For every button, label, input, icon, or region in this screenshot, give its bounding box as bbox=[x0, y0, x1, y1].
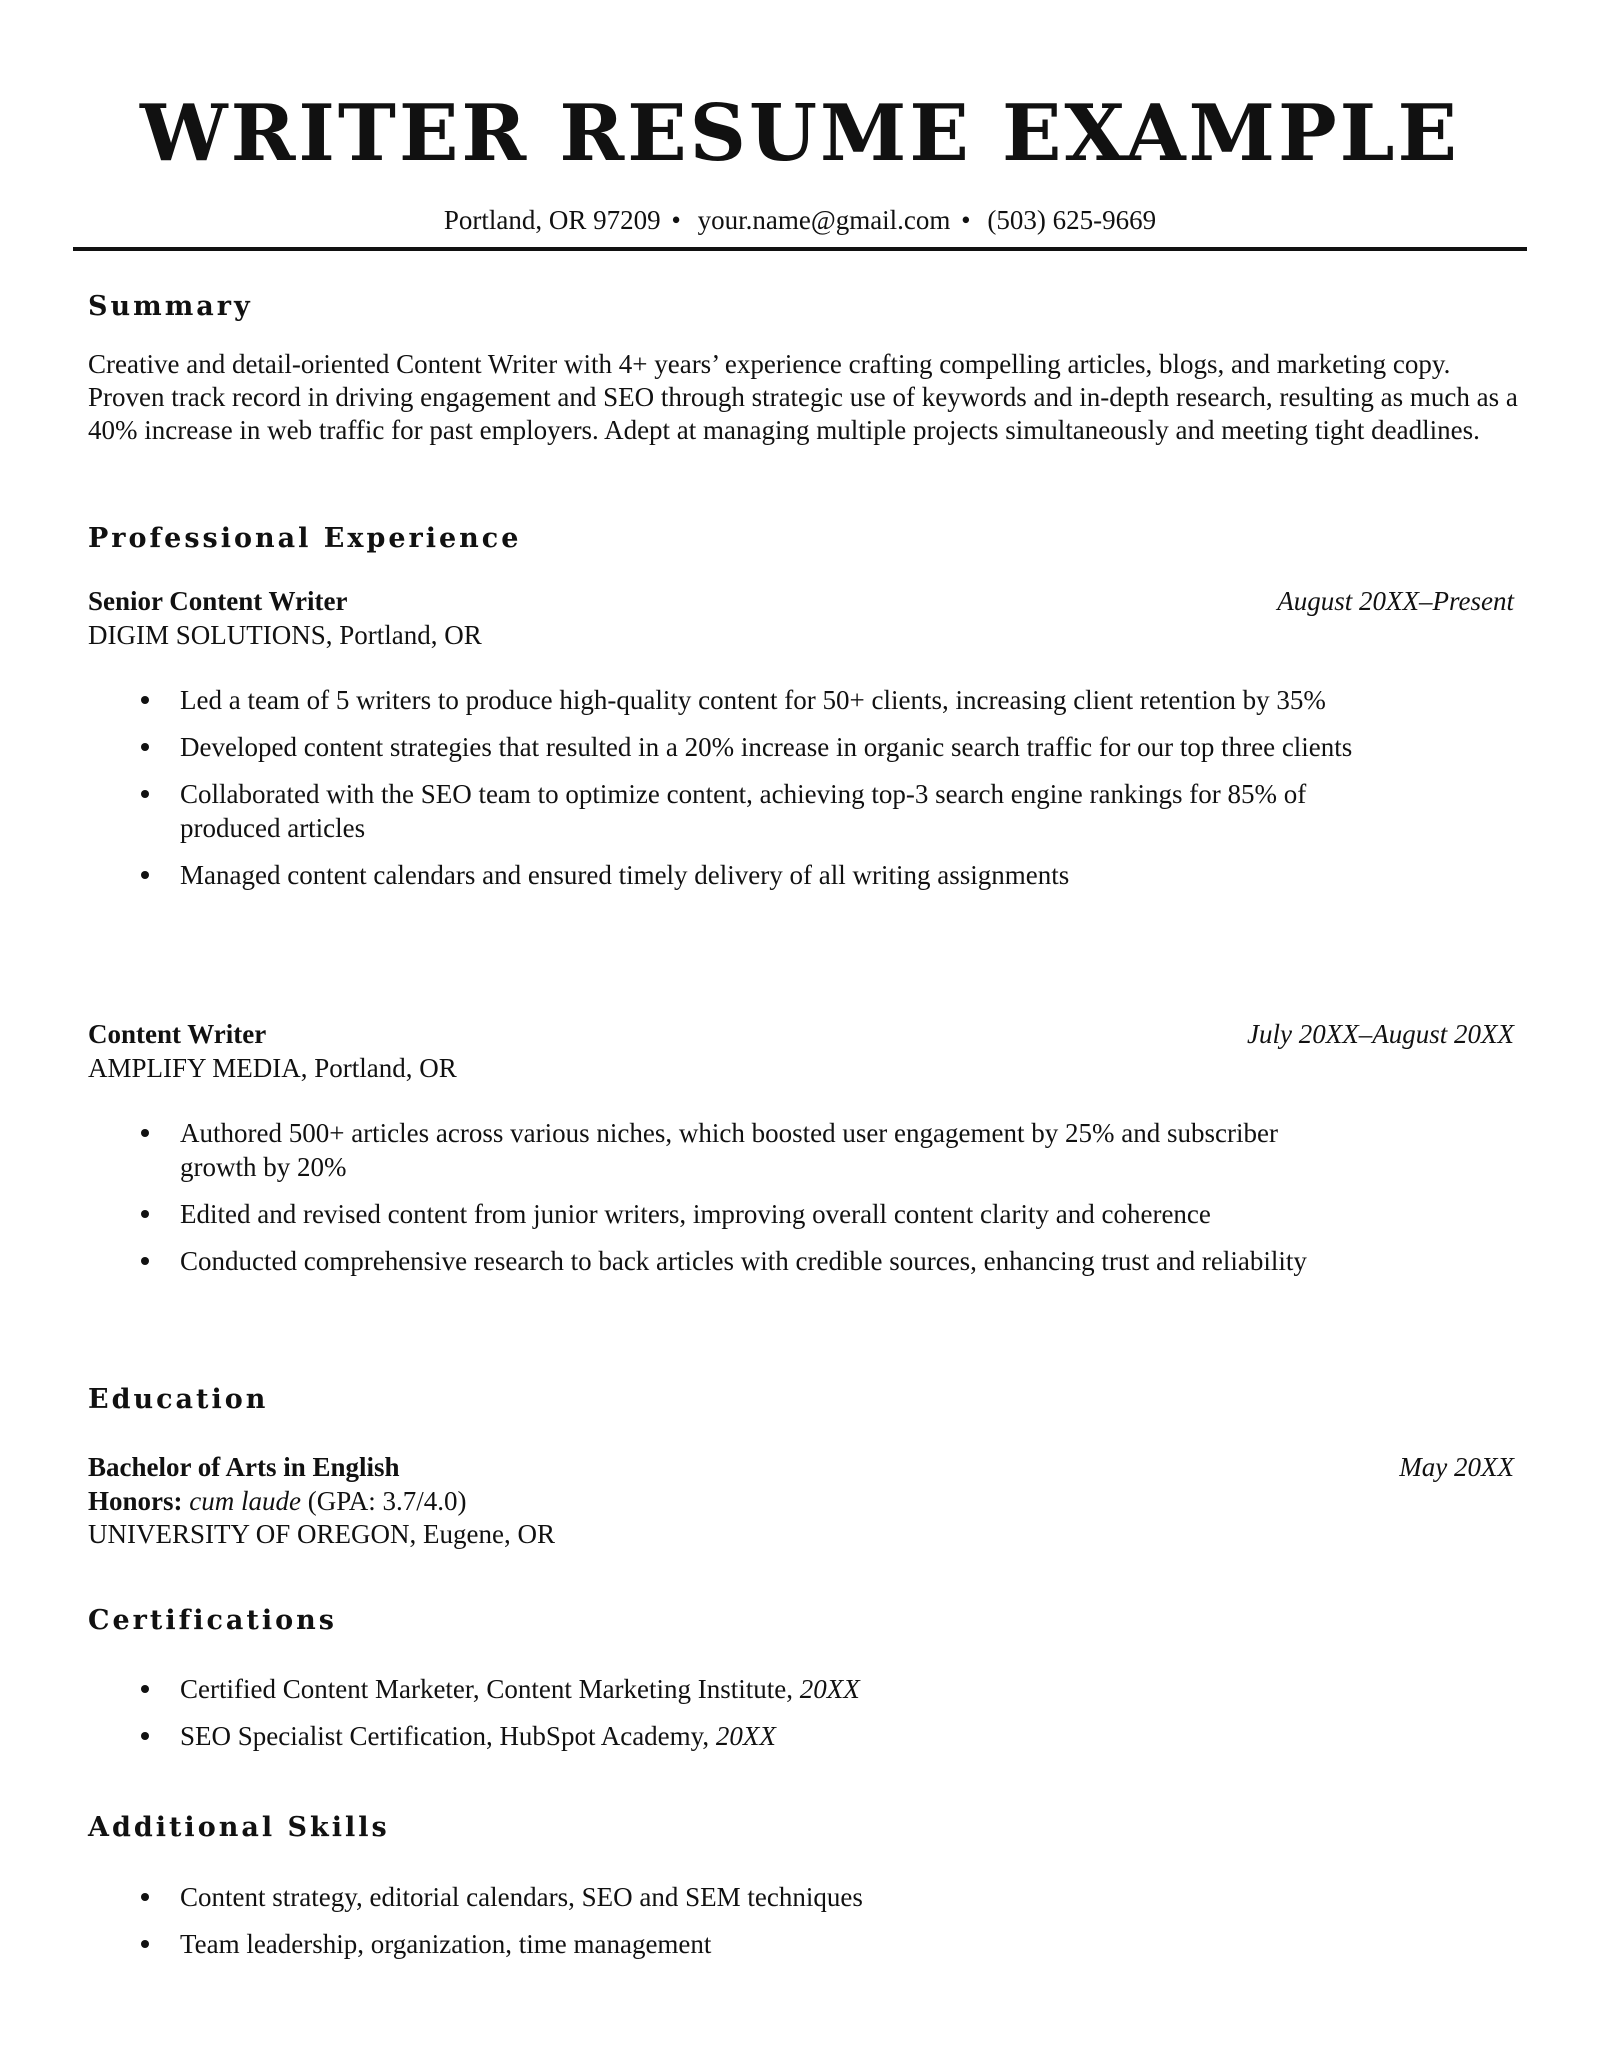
job-bullet-list bbox=[180, 1116, 1360, 1278]
skill-item: Team leadership, organization, time management bbox=[180, 1927, 1360, 1961]
job-company: DIGIM SOLUTIONS, Portland, OR bbox=[88, 620, 482, 650]
job-dates: August 20XX–Present bbox=[1277, 586, 1514, 616]
contact-separator: • bbox=[961, 205, 971, 235]
contact-address: Portland, OR 97209 bbox=[443, 205, 661, 235]
certification-item bbox=[180, 1672, 1360, 1706]
section-title-experience: Professional Experience bbox=[88, 523, 522, 554]
job-bullet: Edited and revised content from junior writers, improving overall content clarity and coherence bbox=[180, 1197, 1360, 1231]
education-school: UNIVERSITY OF OREGON, Eugene, OR bbox=[88, 1519, 555, 1549]
education-degree: Bachelor of Arts in English bbox=[88, 1452, 400, 1482]
certification-year: 20XX bbox=[715, 1721, 776, 1751]
job-bullet-list bbox=[180, 683, 1360, 892]
job-bullet: Led a team of 5 writers to produce high-quality content for 50+ clients, increasing client retention by 35% bbox=[180, 683, 1360, 717]
summary-text: Creative and detail-oriented Content Writer with 4+ years’ experience crafting compelling articles, blogs, and marketing copy. Proven track record in driving engagement and SEO through strategic use of keywords and in-depth research, resulting as much as a 40% increase in web traffic for past employers. Adept at managing multiple projects simultaneously and meeting tight deadlines. bbox=[88, 349, 1518, 445]
contact-email: your.name@gmail.com bbox=[697, 205, 951, 235]
resume-name-heading: WRITER RESUME EXAMPLE bbox=[140, 88, 1460, 179]
section-title-education: Education bbox=[88, 1384, 269, 1415]
certification-text: SEO Specialist Certification, HubSpot Academy, bbox=[180, 1721, 710, 1751]
job-title: Content Writer bbox=[88, 1019, 267, 1049]
certifications-list bbox=[180, 1672, 1360, 1753]
contact-separator: • bbox=[671, 205, 681, 235]
section-title-skills: Additional Skills bbox=[88, 1812, 390, 1843]
job-title: Senior Content Writer bbox=[88, 586, 348, 616]
contact-line bbox=[0, 207, 1600, 234]
honors-value: cum laude bbox=[189, 1486, 301, 1516]
certification-text: Certified Content Marketer, Content Marketing Institute, bbox=[180, 1674, 794, 1704]
section-title-certifications: Certifications bbox=[88, 1605, 337, 1636]
skill-item: Content strategy, editorial calendars, SEO and SEM techniques bbox=[180, 1880, 1360, 1914]
honors-label: Honors: bbox=[88, 1486, 183, 1516]
education-date: May 20XX bbox=[1399, 1452, 1514, 1482]
job-bullet: Authored 500+ articles across various niches, which boosted user engagement by 25% and subscriber growth by 20% bbox=[180, 1116, 1360, 1184]
skills-list bbox=[180, 1880, 1360, 1961]
honors-gpa: (GPA: 3.7/4.0) bbox=[307, 1486, 467, 1516]
certification-item bbox=[180, 1719, 1360, 1753]
job-bullet: Conducted comprehensive research to back articles with credible sources, enhancing trust and reliability bbox=[180, 1244, 1360, 1278]
job-bullet: Collaborated with the SEO team to optimize content, achieving top-3 search engine rankings for 85% of produced articles bbox=[180, 777, 1360, 845]
education-honors bbox=[88, 1488, 467, 1515]
certification-year: 20XX bbox=[799, 1674, 860, 1704]
header-divider bbox=[73, 247, 1527, 251]
job-bullet: Developed content strategies that resulted in a 20% increase in organic search traffic for our top three clients bbox=[180, 730, 1360, 764]
contact-phone: (503) 625-9669 bbox=[987, 205, 1157, 235]
section-title-summary: Summary bbox=[88, 291, 253, 322]
job-bullet: Managed content calendars and ensured timely delivery of all writing assignments bbox=[180, 858, 1360, 892]
job-company: AMPLIFY MEDIA, Portland, OR bbox=[88, 1053, 457, 1083]
job-dates: July 20XX–August 20XX bbox=[1247, 1019, 1514, 1049]
